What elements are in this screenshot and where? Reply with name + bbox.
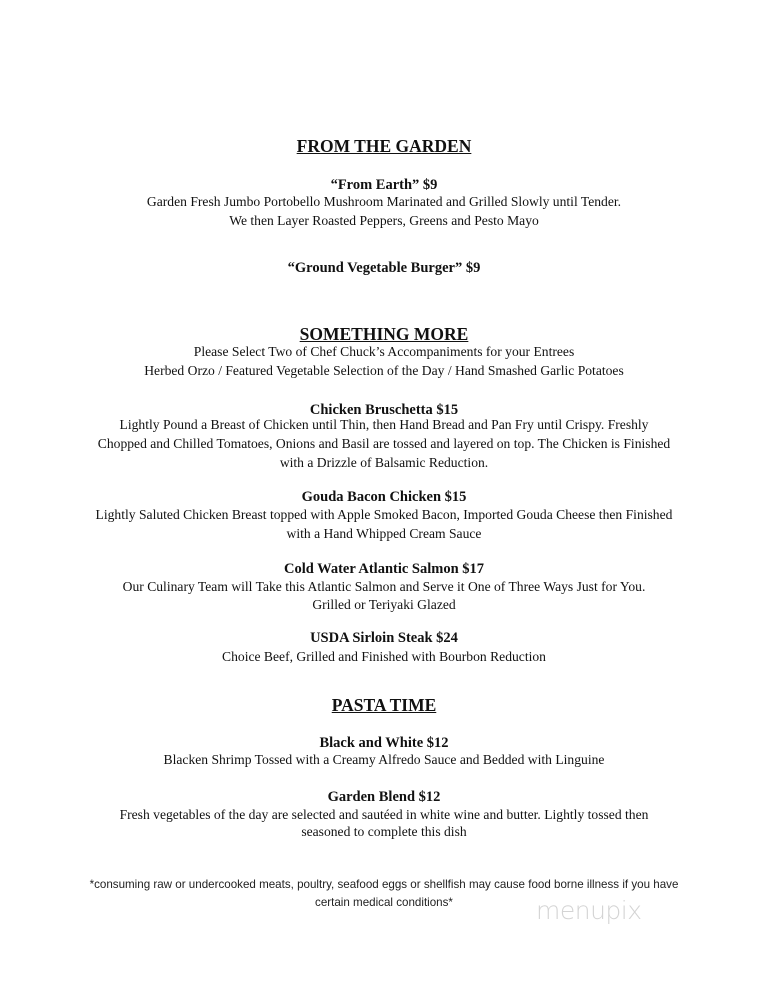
item-title: Cold Water Atlantic Salmon $17 <box>283 561 485 577</box>
item-title: Gouda Bacon Chicken $15 <box>301 489 467 505</box>
item-title: Garden Blend $12 <box>327 789 441 805</box>
item-title: USDA Sirloin Steak $24 <box>310 630 458 646</box>
item-desc: Choice Beef, Grilled and Finished with Bourbon Reduction <box>222 649 546 664</box>
section-heading-from-the-garden: FROM THE GARDEN <box>296 136 472 156</box>
footnote: certain medical conditions* <box>315 896 453 909</box>
item-desc: We then Layer Roasted Peppers, Greens and Pesto Mayo <box>229 213 539 228</box>
item-desc: Our Culinary Team will Take this Atlantic Salmon and Serve it One of Three Ways Just for You. <box>122 579 646 594</box>
footnote: *consuming raw or undercooked meats, poultry, seafood eggs or shellfish may cause food borne illness if you have <box>89 878 679 891</box>
item-desc: with a Hand Whipped Cream Sauce <box>286 526 482 541</box>
item-title: “From Earth” $9 <box>330 177 438 193</box>
item-desc: Garden Fresh Jumbo Portobello Mushroom Marinated and Grilled Slowly until Tender. <box>146 194 622 209</box>
item-desc: Chopped and Chilled Tomatoes, Onions and Basil are tossed and layered on top. The Chicken is Finished <box>97 436 671 451</box>
section-heading-pasta-time: PASTA TIME <box>331 695 437 715</box>
section-intro: Please Select Two of Chef Chuck’s Accompaniments for your Entrees <box>193 344 575 359</box>
item-title: Chicken Bruschetta $15 <box>309 402 459 418</box>
section-intro: Herbed Orzo / Featured Vegetable Selection of the Day / Hand Smashed Garlic Potatoes <box>144 363 624 378</box>
item-desc: with a Drizzle of Balsamic Reduction. <box>279 455 489 470</box>
item-desc: Blacken Shrimp Tossed with a Creamy Alfredo Sauce and Bedded with Linguine <box>163 752 605 767</box>
item-desc: seasoned to complete this dish <box>301 824 467 839</box>
item-desc: Fresh vegetables of the day are selected and sautéed in white wine and butter. Lightly tossed then <box>119 807 649 822</box>
item-title: “Ground Vegetable Burger” $9 <box>287 260 481 276</box>
item-title: Black and White $12 <box>319 735 449 751</box>
section-heading-something-more: SOMETHING MORE <box>299 324 469 344</box>
item-desc: Grilled or Teriyaki Glazed <box>312 597 456 612</box>
item-desc: Lightly Pound a Breast of Chicken until Thin, then Hand Bread and Pan Fry until Crispy. Freshly <box>119 417 649 432</box>
watermark-logo: menupix <box>536 896 642 925</box>
item-desc: Lightly Saluted Chicken Breast topped with Apple Smoked Bacon, Imported Gouda Cheese then Finished <box>95 507 673 522</box>
